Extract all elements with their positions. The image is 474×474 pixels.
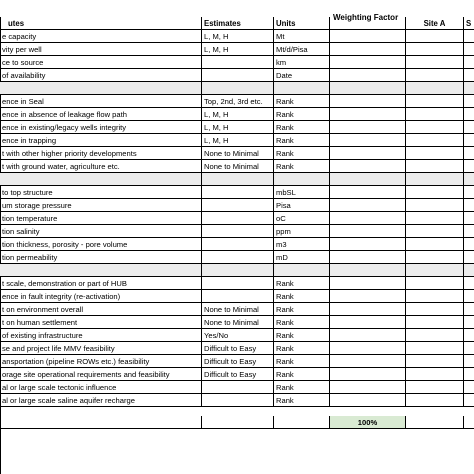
attribute-cell[interactable]: tion permeability	[0, 251, 202, 264]
weighting-cell[interactable]	[330, 212, 406, 225]
site-a-cell[interactable]	[406, 290, 464, 303]
attribute-cell[interactable]: se and project life MMV feasibility	[0, 342, 202, 355]
header-site-b[interactable]: S	[464, 17, 474, 30]
total-row-attr[interactable]	[0, 416, 202, 429]
site-b-cell[interactable]	[464, 316, 474, 329]
weighting-cell[interactable]	[330, 95, 406, 108]
site-b-cell[interactable]	[464, 147, 474, 160]
unit-cell[interactable]	[274, 82, 330, 95]
estimate-cell[interactable]: Difficult to Easy	[202, 355, 274, 368]
attribute-cell[interactable]: ansportation (pipeline ROWs etc.) feasibility	[0, 355, 202, 368]
site-a-cell[interactable]	[406, 355, 464, 368]
site-a-cell[interactable]	[406, 342, 464, 355]
table-row	[0, 381, 474, 394]
table-row	[0, 69, 474, 82]
table-row	[0, 251, 474, 264]
site-b-cell[interactable]	[464, 342, 474, 355]
unit-cell[interactable]: km	[274, 56, 330, 69]
weighting-cell[interactable]	[330, 30, 406, 43]
weighting-cell[interactable]	[330, 342, 406, 355]
site-b-cell[interactable]	[464, 290, 474, 303]
site-a-cell[interactable]	[406, 277, 464, 290]
table-row	[0, 342, 474, 355]
table-row	[0, 316, 474, 329]
table-row	[0, 225, 474, 238]
site-b-cell[interactable]	[464, 238, 474, 251]
total-row-site-b[interactable]	[464, 416, 474, 429]
attribute-cell[interactable]	[0, 173, 202, 186]
site-a-cell[interactable]	[406, 108, 464, 121]
table-row	[0, 238, 474, 251]
table-row	[0, 277, 474, 290]
site-b-cell[interactable]	[464, 368, 474, 381]
attribute-cell[interactable]: ence in existing/legacy wells integrity	[0, 121, 202, 134]
weighting-cell[interactable]	[330, 355, 406, 368]
site-a-cell[interactable]	[406, 316, 464, 329]
weighting-cell[interactable]	[330, 316, 406, 329]
section-divider-row	[0, 264, 474, 277]
site-a-cell[interactable]	[406, 186, 464, 199]
unit-cell[interactable]: Rank	[274, 342, 330, 355]
estimate-cell[interactable]	[202, 82, 274, 95]
weighting-cell[interactable]	[330, 290, 406, 303]
attribute-cell[interactable]: e capacity	[0, 30, 202, 43]
weighting-cell[interactable]	[330, 264, 406, 277]
unit-cell[interactable]: Rank	[274, 160, 330, 173]
unit-cell[interactable]: Mt	[274, 30, 330, 43]
attribute-cell[interactable]: of availability	[0, 69, 202, 82]
site-b-cell[interactable]	[464, 160, 474, 173]
attribute-cell[interactable]: tion thickness, porosity - pore volume	[0, 238, 202, 251]
estimate-cell[interactable]	[202, 186, 274, 199]
weighting-factor-heading: Weighting Factor	[333, 13, 399, 22]
site-a-cell[interactable]	[406, 199, 464, 212]
weighting-cell[interactable]	[330, 121, 406, 134]
site-a-cell[interactable]	[406, 147, 464, 160]
estimate-cell[interactable]	[202, 264, 274, 277]
site-b-cell[interactable]	[464, 303, 474, 316]
estimate-cell[interactable]	[202, 290, 274, 303]
table-row	[0, 108, 474, 121]
estimate-cell[interactable]	[202, 238, 274, 251]
site-a-cell[interactable]	[406, 43, 464, 56]
attribute-cell[interactable]: ce to source	[0, 56, 202, 69]
site-a-cell[interactable]	[406, 329, 464, 342]
site-b-cell[interactable]	[464, 30, 474, 43]
header-site-a[interactable]: Site A	[406, 17, 464, 30]
attribute-cell[interactable]: vity per well	[0, 43, 202, 56]
table-row	[0, 56, 474, 69]
weighting-cell[interactable]	[330, 381, 406, 394]
estimate-cell[interactable]	[202, 225, 274, 238]
table-row	[0, 394, 474, 407]
table-row	[0, 121, 474, 134]
weighting-cell[interactable]	[330, 186, 406, 199]
table-row	[0, 186, 474, 199]
attribute-cell[interactable]: al or large scale tectonic influence	[0, 381, 202, 394]
site-b-cell[interactable]	[464, 95, 474, 108]
site-a-cell[interactable]	[406, 368, 464, 381]
table-row	[0, 134, 474, 147]
site-a-cell[interactable]	[406, 121, 464, 134]
attribute-cell[interactable]: ence in trapping	[0, 134, 202, 147]
estimate-cell[interactable]	[202, 69, 274, 82]
attribute-cell[interactable]	[0, 82, 202, 95]
total-row-site-a[interactable]	[406, 416, 464, 429]
table-row	[0, 95, 474, 108]
weighting-cell[interactable]	[330, 225, 406, 238]
site-a-cell[interactable]	[406, 251, 464, 264]
estimate-cell[interactable]: None to Minimal	[202, 316, 274, 329]
attribute-cell[interactable]: tion salinity	[0, 225, 202, 238]
header-units[interactable]: Units	[274, 17, 330, 30]
estimate-cell[interactable]: Yes/No	[202, 329, 274, 342]
attribute-cell[interactable]: ence in absence of leakage flow path	[0, 108, 202, 121]
estimate-cell[interactable]	[202, 173, 274, 186]
attribute-cell[interactable]: orage site operational requirements and feasibility	[0, 368, 202, 381]
site-b-cell[interactable]	[464, 134, 474, 147]
attribute-cell[interactable]: t with other higher priority developments	[0, 147, 202, 160]
estimate-cell[interactable]	[202, 199, 274, 212]
table-row	[0, 30, 474, 43]
estimate-cell[interactable]	[202, 251, 274, 264]
site-b-cell[interactable]	[464, 264, 474, 277]
unit-cell[interactable]: Rank	[274, 394, 330, 407]
weighting-cell[interactable]	[330, 160, 406, 173]
site-a-cell[interactable]	[406, 238, 464, 251]
site-b-cell[interactable]	[464, 82, 474, 95]
site-a-cell[interactable]	[406, 56, 464, 69]
site-b-cell[interactable]	[464, 69, 474, 82]
table-row	[0, 147, 474, 160]
unit-cell[interactable]: Rank	[274, 290, 330, 303]
weighting-cell[interactable]	[330, 199, 406, 212]
unit-cell[interactable]: Rank	[274, 108, 330, 121]
unit-cell[interactable]: Rank	[274, 355, 330, 368]
table-row	[0, 329, 474, 342]
unit-cell[interactable]: mD	[274, 251, 330, 264]
unit-cell[interactable]: mbSL	[274, 186, 330, 199]
site-b-cell[interactable]	[464, 108, 474, 121]
unit-cell[interactable]	[274, 173, 330, 186]
weighting-cell[interactable]	[330, 251, 406, 264]
site-b-cell[interactable]	[464, 329, 474, 342]
site-b-cell[interactable]	[464, 212, 474, 225]
site-b-cell[interactable]	[464, 121, 474, 134]
unit-cell[interactable]: Rank	[274, 329, 330, 342]
estimate-cell[interactable]	[202, 56, 274, 69]
weighting-cell[interactable]	[330, 43, 406, 56]
header-row	[0, 17, 474, 30]
estimate-cell[interactable]: L, M, H	[202, 30, 274, 43]
unit-cell[interactable]: Rank	[274, 303, 330, 316]
estimate-cell[interactable]: Difficult to Easy	[202, 368, 274, 381]
unit-cell[interactable]: Pisa	[274, 199, 330, 212]
site-b-cell[interactable]	[464, 186, 474, 199]
total-row-unit[interactable]	[274, 416, 330, 429]
estimate-cell[interactable]: L, M, H	[202, 134, 274, 147]
weighting-cell[interactable]	[330, 56, 406, 69]
site-a-cell[interactable]	[406, 264, 464, 277]
unit-cell[interactable]: Date	[274, 69, 330, 82]
site-a-cell[interactable]	[406, 69, 464, 82]
site-a-cell[interactable]	[406, 225, 464, 238]
attribute-cell[interactable]: um storage pressure	[0, 199, 202, 212]
attribute-cell[interactable]: tion temperature	[0, 212, 202, 225]
estimate-cell[interactable]: None to Minimal	[202, 303, 274, 316]
site-a-cell[interactable]	[406, 212, 464, 225]
table-row	[0, 43, 474, 56]
unit-cell[interactable]: Rank	[274, 95, 330, 108]
weighting-cell[interactable]	[330, 82, 406, 95]
unit-cell[interactable]: Rank	[274, 368, 330, 381]
site-a-cell[interactable]	[406, 82, 464, 95]
unit-cell[interactable]: Rank	[274, 381, 330, 394]
table-row	[0, 290, 474, 303]
attribute-cell[interactable]: al or large scale saline aquifer recharge	[0, 394, 202, 407]
attribute-cell[interactable]: of existing infrastructure	[0, 329, 202, 342]
site-b-cell[interactable]	[464, 277, 474, 290]
attribute-cell[interactable]: t scale, demonstration or part of HUB	[0, 277, 202, 290]
estimate-cell[interactable]	[202, 394, 274, 407]
site-a-cell[interactable]	[406, 303, 464, 316]
total-row-est[interactable]	[202, 416, 274, 429]
site-a-cell[interactable]	[406, 160, 464, 173]
unit-cell[interactable]: Rank	[274, 147, 330, 160]
estimate-cell[interactable]: L, M, H	[202, 121, 274, 134]
site-a-cell[interactable]	[406, 30, 464, 43]
estimate-cell[interactable]: Difficult to Easy	[202, 342, 274, 355]
attribute-cell[interactable]: to top structure	[0, 186, 202, 199]
site-a-cell[interactable]	[406, 394, 464, 407]
weighting-cell[interactable]	[330, 134, 406, 147]
attribute-cell[interactable]: ence in fault integrity (re-activation)	[0, 290, 202, 303]
table-row	[0, 199, 474, 212]
unit-cell[interactable]: m3	[274, 238, 330, 251]
site-a-cell[interactable]	[406, 134, 464, 147]
weighting-cell[interactable]	[330, 69, 406, 82]
attribute-cell[interactable]: ence in Seal	[0, 95, 202, 108]
unit-cell[interactable]: Rank	[274, 121, 330, 134]
estimate-cell[interactable]	[202, 277, 274, 290]
site-b-cell[interactable]	[464, 199, 474, 212]
weighting-cell[interactable]	[330, 277, 406, 290]
site-b-cell[interactable]	[464, 56, 474, 69]
header-weighting-cell[interactable]	[330, 17, 406, 30]
estimate-cell[interactable]: L, M, H	[202, 43, 274, 56]
site-b-cell[interactable]	[464, 225, 474, 238]
attribute-cell[interactable]: t with ground water, agriculture etc.	[0, 160, 202, 173]
unit-cell[interactable]: ppm	[274, 225, 330, 238]
weighting-cell[interactable]	[330, 173, 406, 186]
weighting-cell[interactable]	[330, 329, 406, 342]
site-b-cell[interactable]	[464, 355, 474, 368]
attribute-cell[interactable]: t on environment overall	[0, 303, 202, 316]
table-row	[0, 355, 474, 368]
table-row	[0, 212, 474, 225]
unit-cell[interactable]: Rank	[274, 316, 330, 329]
unit-cell[interactable]	[274, 264, 330, 277]
site-a-cell[interactable]	[406, 95, 464, 108]
weighting-cell[interactable]	[330, 147, 406, 160]
site-a-cell[interactable]	[406, 381, 464, 394]
section-divider-row	[0, 173, 474, 186]
estimate-cell[interactable]	[202, 212, 274, 225]
attribute-cell[interactable]: t on human settlement	[0, 316, 202, 329]
weighting-cell[interactable]	[330, 108, 406, 121]
site-b-cell[interactable]	[464, 251, 474, 264]
table-row	[0, 160, 474, 173]
unit-cell[interactable]: Rank	[274, 134, 330, 147]
site-b-cell[interactable]	[464, 173, 474, 186]
weighting-cell[interactable]	[330, 238, 406, 251]
estimate-cell[interactable]: None to Minimal	[202, 147, 274, 160]
unit-cell[interactable]: oC	[274, 212, 330, 225]
weighting-total[interactable]: 100%	[330, 416, 406, 429]
unit-cell[interactable]: Mt/d/Pisa	[274, 43, 330, 56]
unit-cell[interactable]: Rank	[274, 277, 330, 290]
site-b-cell[interactable]	[464, 43, 474, 56]
header-estimates[interactable]: Estimates	[202, 17, 274, 30]
total-row	[0, 416, 474, 429]
weighting-cell[interactable]	[330, 394, 406, 407]
site-b-cell[interactable]	[464, 381, 474, 394]
header-attributes[interactable]: utes	[0, 17, 202, 30]
site-a-cell[interactable]	[406, 173, 464, 186]
estimate-cell[interactable]	[202, 381, 274, 394]
estimate-cell[interactable]: None to Minimal	[202, 160, 274, 173]
weighting-cell[interactable]	[330, 303, 406, 316]
attribute-cell[interactable]	[0, 264, 202, 277]
table-row	[0, 368, 474, 381]
site-b-cell[interactable]	[464, 394, 474, 407]
section-divider-row	[0, 82, 474, 95]
estimate-cell[interactable]: L, M, H	[202, 108, 274, 121]
estimate-cell[interactable]: Top, 2nd, 3rd etc.	[202, 95, 274, 108]
table-row	[0, 303, 474, 316]
weighting-cell[interactable]	[330, 368, 406, 381]
